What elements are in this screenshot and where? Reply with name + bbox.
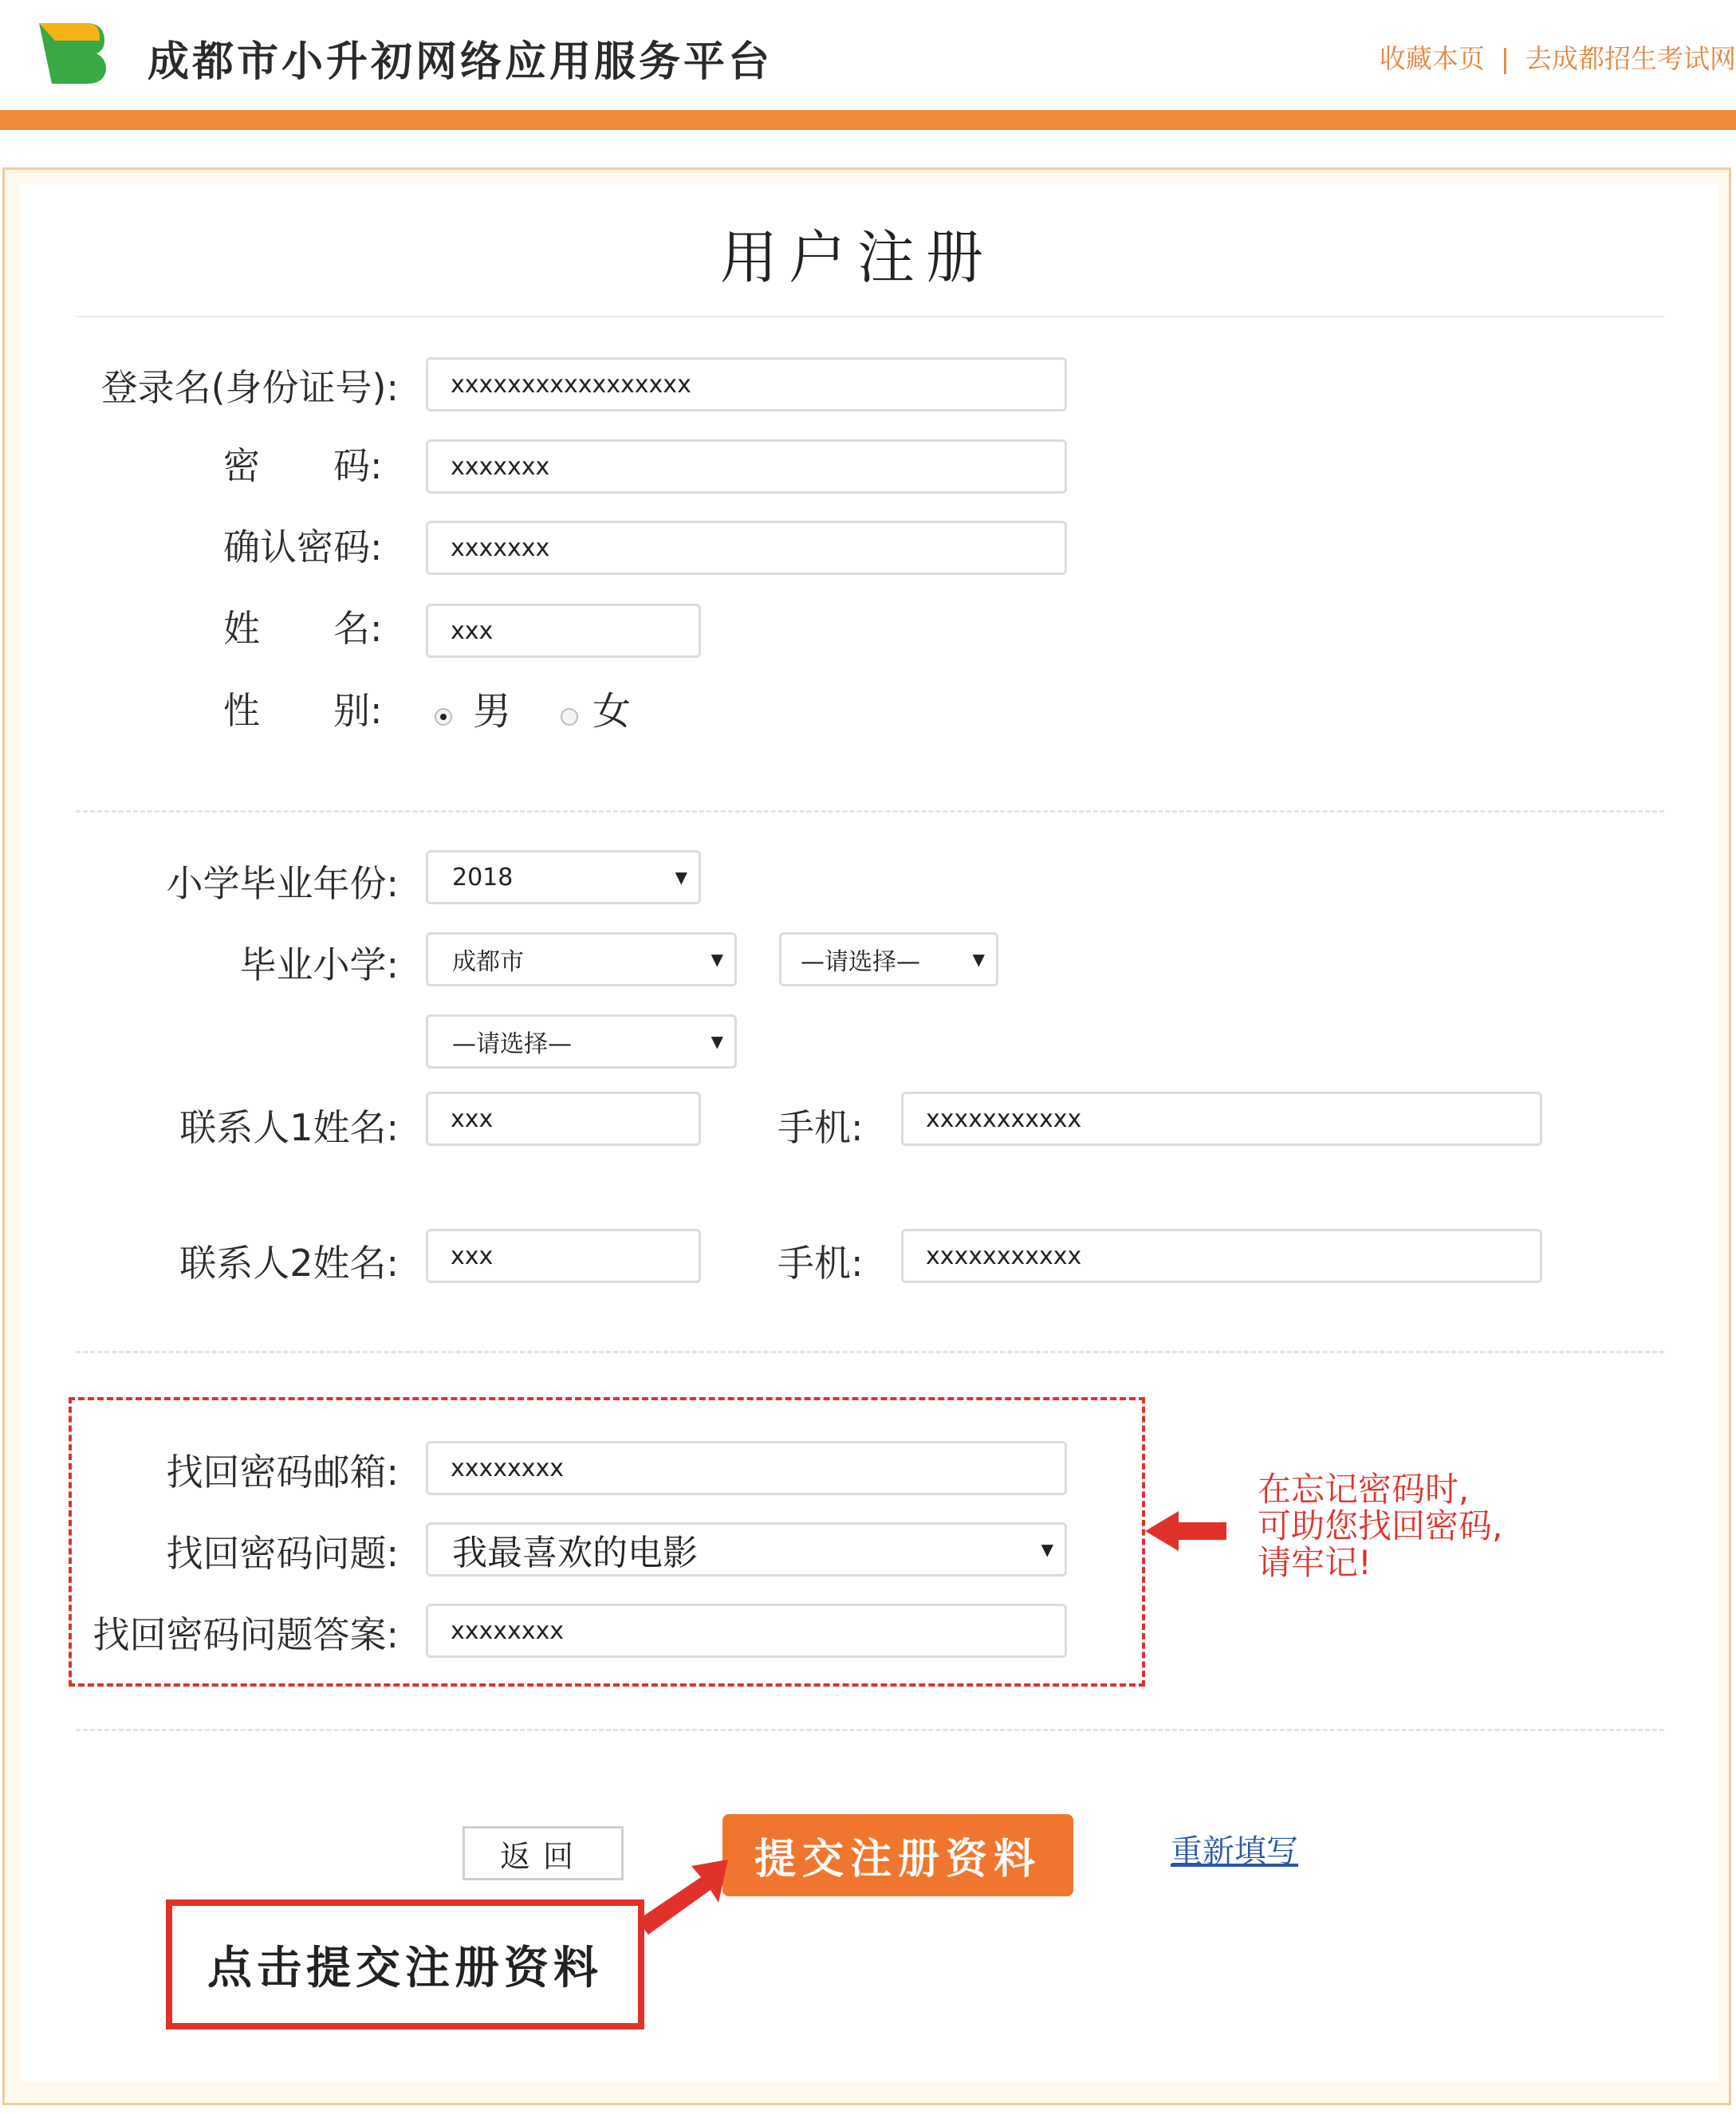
site-title: 成都市小升初网络应用服务平台 <box>148 38 774 86</box>
school-city-value: 成都市 <box>452 948 524 976</box>
contact1-name-input[interactable]: xxx <box>426 1092 701 1146</box>
submit-button[interactable]: 提交注册资料 <box>722 1814 1073 1896</box>
site-logo <box>36 20 108 85</box>
password-label: 密 码: <box>223 444 383 487</box>
gender-label: 性 别: <box>223 689 383 732</box>
contact2-name-input[interactable]: xxx <box>426 1229 701 1283</box>
grad-year-select[interactable] <box>426 850 701 904</box>
login-input[interactable]: xxxxxxxxxxxxxxxxx <box>426 357 1067 411</box>
gender-female-label: 女 <box>592 689 632 734</box>
title-divider <box>76 316 1664 317</box>
school-district-value: —请选择— <box>801 948 920 976</box>
school-name-value: —请选择— <box>452 1030 572 1058</box>
gender-male-radio[interactable] <box>435 708 452 726</box>
reset-link[interactable]: 重新填写 <box>1171 1833 1298 1870</box>
link-separator: | <box>1500 43 1510 74</box>
page-title: 用户注册 <box>719 224 994 291</box>
contact1-name-label: 联系人1姓名: <box>179 1106 399 1149</box>
login-label: 登录名(身份证号): <box>100 366 399 409</box>
site-header <box>0 0 1736 110</box>
chevron-down-icon: ▼ <box>675 868 687 887</box>
chevron-down-icon: ▼ <box>1041 1540 1053 1559</box>
school-district-select[interactable] <box>779 932 998 986</box>
chevron-down-icon: ▼ <box>711 950 723 969</box>
school-city-select[interactable] <box>426 932 737 986</box>
arrow-up-right-icon <box>634 1856 730 1936</box>
recovery-note-line: 可助您找回密码, <box>1258 1506 1503 1545</box>
section-divider <box>76 1729 1664 1731</box>
recovery-question-value: 我最喜欢的电影 <box>452 1533 698 1573</box>
chevron-down-icon: ▼ <box>711 1032 723 1051</box>
confirm-password-label: 确认密码: <box>223 526 383 569</box>
section-divider <box>76 1351 1664 1353</box>
recovery-note <box>1258 1471 1502 1581</box>
recovery-email-input[interactable]: xxxxxxxx <box>426 1441 1067 1495</box>
contact2-name-label: 联系人2姓名: <box>179 1242 399 1285</box>
recovery-answer-label: 找回密码问题答案: <box>93 1613 399 1656</box>
contact1-phone-input[interactable]: xxxxxxxxxxx <box>901 1092 1542 1146</box>
grad-year-value: 2018 <box>452 863 514 892</box>
bookmark-link[interactable]: 收藏本页 <box>1379 43 1485 74</box>
school-label: 毕业小学: <box>239 943 399 986</box>
contact2-phone-input[interactable]: xxxxxxxxxxx <box>901 1229 1542 1283</box>
gender-female-radio[interactable] <box>561 708 578 726</box>
grad-year-label: 小学毕业年份: <box>166 862 399 905</box>
section-divider <box>76 810 1664 813</box>
recovery-question-select[interactable] <box>426 1522 1067 1577</box>
contact2-phone-label: 手机: <box>777 1242 864 1285</box>
header-accent-bar <box>0 110 1736 130</box>
exam-site-link[interactable]: 去成都招生考试网 <box>1525 43 1736 74</box>
password-input[interactable]: xxxxxxx <box>426 439 1067 494</box>
submit-callout: 点击提交注册资料 <box>166 1899 644 2029</box>
recovery-email-label: 找回密码邮箱: <box>166 1451 399 1494</box>
recovery-note-line: 请牢记! <box>1258 1543 1372 1582</box>
name-label: 姓 名: <box>223 607 383 650</box>
contact1-phone-label: 手机: <box>777 1106 864 1149</box>
recovery-answer-input[interactable]: xxxxxxxx <box>426 1604 1067 1658</box>
chevron-down-icon: ▼ <box>972 950 985 969</box>
confirm-password-input[interactable]: xxxxxxx <box>426 521 1067 575</box>
recovery-note-line: 在忘记密码时, <box>1258 1470 1470 1509</box>
name-input[interactable]: xxx <box>426 604 701 658</box>
arrow-left-icon <box>1145 1511 1226 1551</box>
gender-male-label: 男 <box>473 689 512 734</box>
school-name-select[interactable] <box>426 1014 737 1069</box>
top-links <box>1380 38 1736 76</box>
recovery-question-label: 找回密码问题: <box>166 1532 399 1575</box>
back-button[interactable]: 返回 <box>463 1826 624 1880</box>
